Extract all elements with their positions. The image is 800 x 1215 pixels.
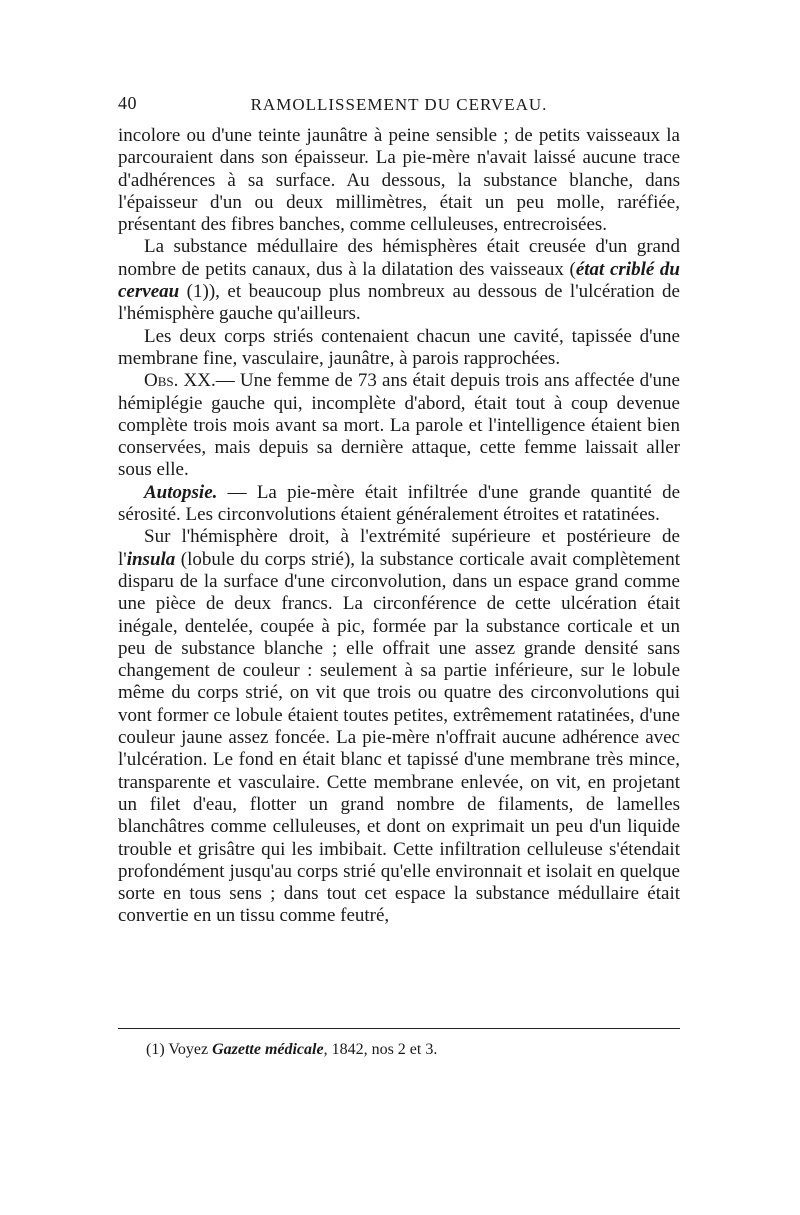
paragraph-2-italic: état criblé du cerveau [118,258,680,303]
paragraph-3-text: Les deux corps striés contenaient chacun une cavité, tapissée d'une membrane fine, vasculaire, jaunâtre, à parois rapprochées. [118,325,680,369]
paragraph-autopsie-text: — La pie-mère était infiltrée d'une grande quantité de sérosité. Les circonvolutions étaient généralement étroites et ratatinées. [118,481,680,526]
paragraph-1 [118,125,680,236]
paragraph-6-text-a: Sur l'hémisphère droit, à l'extrémité supérieure et postérieure de l' [118,526,680,570]
footnote-divider [118,1028,680,1029]
page-number: 40 [118,93,137,113]
paragraph-6-italic: insula [126,548,176,570]
paragraph-autopsie [118,482,680,527]
paragraph-3 [118,326,680,371]
autopsie-label: Autopsie. [144,481,218,503]
paragraph-2 [118,236,680,325]
paragraph-obs-text: — Une femme de 73 ans était depuis trois ans affectée d'une hémiplégie gauche qui, incomplète d'abord, était tout à coup devenue complète trois mois avant sa mort. La parole et l'intelligence étaient bien conservées, mais depuis sa dernière attaque, cette femme laissait aller sous elle. [118,370,680,481]
footnote-italic: Gazette médicale [212,1041,324,1058]
paragraph-obs-xx [118,370,680,481]
running-title: RAMOLLISSEMENT DU CERVEAU. [250,95,548,114]
paragraph-2-text-a: La substance médullaire des hémisphères était creusée d'un grand nombre de petits canaux, dus à la dilatation des vaisseaux ( [118,236,680,280]
footnote-text-b: , 1842, nos 2 et 3. [323,1041,438,1058]
paragraph-1-text: incolore ou d'une teinte jaunâtre à peine sensible ; de petits vaisseaux la parcouraient dans son épaisseur. La pie-mère n'avait laissé aucune trace d'adhérences à sa surface. Au dessous, la substance blanche, dans l'épaisseur d'un ou deux millimètres, était un peu molle, raréfiée, présentant des fibres banches, comme celluleuses, entrecroisées. [118,125,680,236]
footnote [146,1040,680,1060]
paragraph-6-text-b: (lobule du corps strié), la substance corticale avait complètement disparu de la surface d'une circonvolution, dans un espace grand comme une pièce de deux francs. La circonférence de cette ulcération était inégale, dentelée, coupée à pic, formée par la substance corticale et un peu de substance blanche ; elle offrait une assez grande densité sans changement de couleur : seulement à sa partie inférieure, sur le lobule même du corps strié, on vit que trois ou quatre des circonvolutions qui vont former ce lobule étaient toutes petites, extrêmement ratatinées, d'une couleur jaune assez foncée. La pie-mère n'offrait aucune adhérence avec l'ulcération. Le fond en était blanc et tapissé d'une membrane très mince, transparente et vasculaire. Cette membrane enlevée, on vit, en projetant un filet d'eau, flotter un grand nombre de filaments, de lamelles blanchâtres comme celluleuses, et dont on exprimait un peu d'un liquide trouble et grisâtre qui les imbibait. Cette infiltration celluleuse s'étendait profondément jusqu'au corps strié qu'elle environnait et isolait en quelque sorte en tous sens ; dans tout cet espace la substance médullaire était convertie en un tissu comme feutré, [118,548,680,927]
page-header [118,93,680,115]
paragraph-2-text-b: (1)), et beaucoup plus nombreux au dessous de l'ulcération de l'hémisphère gauche qu'ailleurs. [118,281,680,325]
body-text [118,125,680,928]
paragraph-6 [118,526,680,927]
observation-label: Obs. XX. [144,370,216,392]
footnote-text-a: (1) Voyez [146,1041,213,1058]
